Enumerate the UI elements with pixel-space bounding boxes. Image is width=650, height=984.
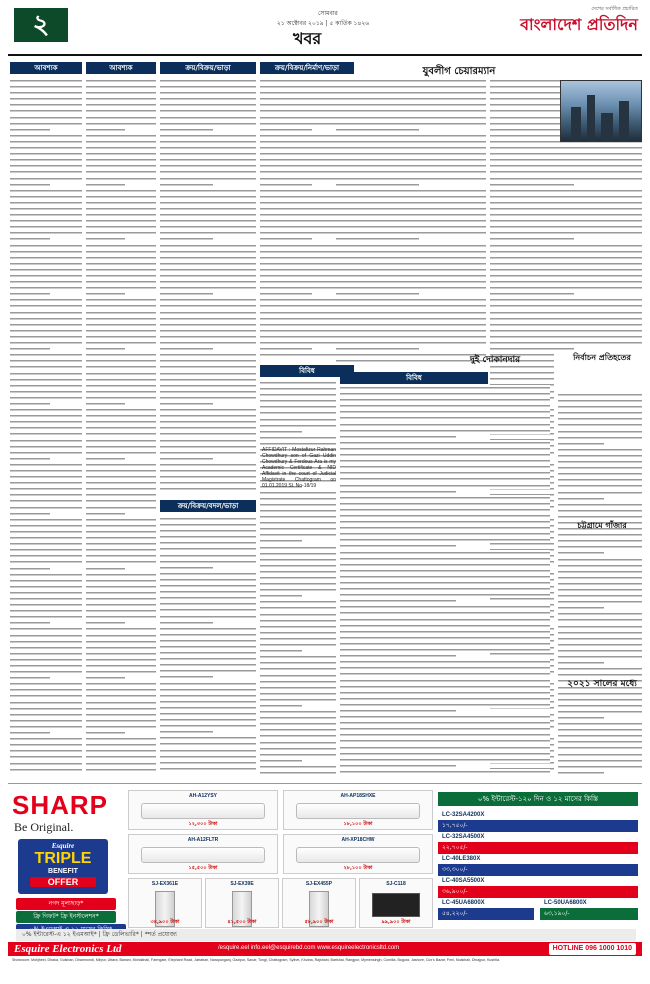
tv-model: LC-50UA6800X [544,900,587,906]
tv-model: LC-45UA6800X [442,900,485,906]
section-title: খবর [293,29,322,48]
affidavit-notice [262,447,336,511]
brand-tagline: দেশের সর্বাধিক প্রচারিত [591,6,638,12]
tv-model: LC-32SA4200X [442,812,485,818]
headline-chattogram: চট্টগ্রামে গাঁজার [577,520,627,530]
product-ac: AH-XP18CHW ২৮,১০০ টাকা [283,834,433,874]
sharp-tagline: Be Original. [14,820,74,834]
headline-election: নির্বাচন প্রতিহতের [573,352,631,362]
product-ac: AH-A12YSY ১২,৩০০ টাকা [128,790,278,830]
esquire-contact-links: /esquire.eel info.eel@esquirebd.com www.esquireelectronicsltd.com [218,945,400,951]
headline-youth-league: যুবলীগ চেয়ারম্যান [422,66,496,77]
newspaper-logo: বাংলাদেশ প্রতিদিন [520,15,638,34]
news-column [340,385,550,777]
column-header: আবশ্যক [10,62,82,74]
day-label: সোমবার [318,10,338,17]
column-header: ক্রয়/বিক্রয়/ভাড়া [160,62,256,74]
tv-price: ৩৩,৩০০/- [438,864,638,876]
classified-column [86,78,156,778]
news-column [336,78,486,368]
warranty-note: ০% ইন্টারেস্ট-এ ১২ ইএমআই* | ফ্রি ডেলিভারি* | *শর্ত প্রযোজ্য [16,929,636,941]
classified-column [10,78,82,778]
page-number: ২ [14,8,68,42]
column-header: ক্রয়/বিক্রয়/নির্মাণ/ভাড়া [260,62,354,74]
sharp-esquire-ad [8,783,642,976]
product-fridge: SJ-EX39E ৪১,৫০০ টাকা [205,878,279,928]
masthead-rule [8,54,642,56]
product-fridge: SJ-EX455P ৫৮,৯০০ টাকা [282,878,356,928]
classified-column [160,78,256,496]
product-microwave: SJ-C118 ৯৯,৯০০ টাকা [359,878,433,928]
esquire-footer [8,942,642,956]
esquire-logo: Esquire Electronics Ltd [14,943,122,955]
tv-model: LC-32SA4500X [442,834,485,840]
tv-model: LC-40SA5500X [442,878,485,884]
product-ac: AH-AP18SHXE ১৮,১০০ টাকা [283,790,433,830]
column-header: বিবিধ [260,365,354,377]
tv-price: ৫৪,২২০/- [438,908,534,920]
tv-model: LC-40LE380X [442,856,481,862]
triple-benefit-badge: Esquire TRIPLE BENEFIT OFFER [18,839,108,894]
column-header: আবশ্যক [86,62,156,74]
cash-discount-label: নগদ মূল্যছাড়* [16,898,116,910]
interest-banner: ০% ইন্টারেস্ট-১২০ দিন ও ১২ মাসের কিস্তি [438,792,638,806]
headline-2021: ২০২১ সালের মধ্যে [567,679,637,689]
product-fridge: SJ-EX361E ৩৪,৯০০ টাকা [128,878,202,928]
date-line: ২১ অক্টোবর ২০১৯ | ৫ কার্তিক ১৪২৬ [276,20,370,27]
tv-price: ৬৩,১৯০/- [540,908,638,920]
classified-column [160,516,256,778]
tv-price: ২২,৭০৫/- [438,842,638,854]
column-header: বিবিধ [340,372,488,384]
classified-column [260,380,336,778]
news-column [558,392,642,777]
sharp-logo: SHARP [12,790,109,820]
showroom-list: Showroom: Motijheel, Dhaka, Gulshan, Dhanmondi, Mirpur, Uttara, Banani, Mohakhali, Farmgate, Elephant Road, Jatrabari, Narayanganj, Gazipur, Savar, Tongi, Chattogram, Sylhet, Khulna, Rajshahi, Barishal, Rangpur, Mymensingh, Cumilla, Bogura, Jashore, Cox's Bazar, Feni, Noakhali, Dinajpur, Kushtia. [12,958,501,962]
tv-price: ১৭,৭৫০/- [438,820,638,832]
free-gift-label: ফ্রি গিফট* ফ্রি ইনস্টলেশন* [16,911,116,923]
column-header: ক্রয়/বিক্রয়/বদল/ভাড়া [160,500,256,512]
product-ac: AH-A12FLTR ১৫,৫০০ টাকা [128,834,278,874]
tv-price: ৩৬,৯০০/- [438,886,638,898]
headline-shopkeepers: দুই দোকানদার [469,355,521,365]
news-photo [560,80,642,142]
affidavit-text: AFFIDAVIT : Mostafizur Rahman Chowdhury son of Gazi Uddin Chowdhury & Ferdous Ara is my Academic Certificate & NID Affidavit in the court of Judicial Magistrate Chattogram on 01.01.2019 Sl. No-18/19 [262,447,336,489]
masthead [8,6,642,54]
hotline-number: HOTLINE 096 1000 1010 [549,943,636,955]
